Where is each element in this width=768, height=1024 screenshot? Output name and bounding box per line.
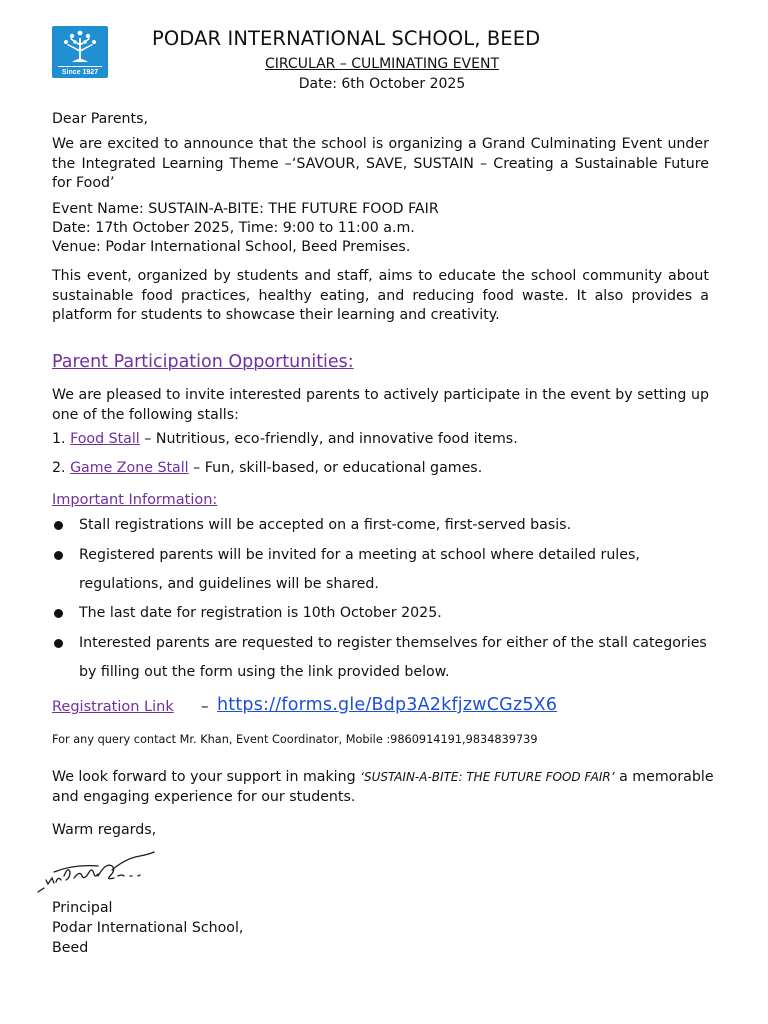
warm-regards: Warm regards, — [52, 822, 157, 838]
stall-desc: – Nutritious, eco-friendly, and innovative food items. — [139, 431, 518, 447]
principal-signature — [34, 850, 164, 900]
registration-dash: – — [201, 697, 209, 715]
registration-link[interactable]: https://forms.gle/Bdp3A2kfjzwCGz5X6 — [217, 695, 558, 715]
important-item: Interested parents are requested to register themselves for either of the stall categories by filling out the form using the link provided below. — [79, 635, 707, 680]
stall-item-food — [52, 430, 709, 450]
important-item: The last date for registration is 10th October 2025. — [79, 605, 442, 621]
signatory-school: Podar International School, — [52, 920, 244, 936]
signatory-title: Principal — [52, 900, 113, 916]
tree-people-icon — [52, 26, 108, 68]
stall-desc: – Fun, skill-based, or educational games. — [188, 460, 483, 476]
important-item: Registered parents will be invited for a meeting at school where detailed rules, regulations, and guidelines will be shared. — [79, 547, 640, 592]
important-heading: Important Information: — [52, 492, 218, 508]
closing-paragraph — [52, 767, 722, 807]
school-name: PODAR INTERNATIONAL SCHOOL, BEED — [152, 27, 541, 50]
school-logo — [52, 26, 108, 78]
closing-before: We look forward to your support in making — [52, 769, 361, 785]
logo-since-text: Since 1927 — [61, 69, 99, 76]
bullet-icon — [54, 639, 63, 648]
event-venue: Venue: Podar International School, Beed Premises. — [52, 239, 411, 255]
event-name: Event Name: SUSTAIN-A-BITE: THE FUTURE FOOD FAIR — [52, 201, 439, 217]
event-date-time: Date: 17th October 2025, Time: 9:00 to 11:00 a.m. — [52, 220, 415, 236]
stall-name-food[interactable]: Food Stall — [70, 431, 140, 447]
salutation: Dear Parents, — [52, 111, 149, 127]
signatory-city: Beed — [52, 940, 89, 956]
closing-after: a memorable and engaging experience for our students. — [52, 769, 714, 805]
bullet-icon — [54, 609, 63, 618]
stall-name-game-zone[interactable]: Game Zone Stall — [70, 460, 189, 476]
participation-invite: We are pleased to invite interested parents to actively participate in the event by setting up one of the following stalls: — [52, 387, 709, 423]
circular-date: Date: 6th October 2025 — [298, 76, 466, 92]
participation-heading: Parent Participation Opportunities: — [52, 352, 354, 372]
closing-event-name: ‘SUSTAIN-A-BITE: THE FUTURE FOOD FAIR’ — [360, 770, 615, 784]
bullet-icon — [54, 521, 63, 530]
intro-paragraph: We are excited to announce that the school is organizing a Grand Culminating Event under the Integrated Learning Theme –‘SAVOUR, SAVE, SUSTAIN – Creating a Sustainable Future for Food’ — [52, 136, 709, 191]
contact-info: For any query contact Mr. Khan, Event Coordinator, Mobile :9860914191,9834839739 — [52, 733, 538, 746]
stall-number: 1. — [52, 431, 66, 447]
event-description: This event, organized by students and staff, aims to educate the school community about sustainable food practices, healthy eating, and reducing food waste. It also provides a platform for students to showcase their learning and creativity. — [52, 268, 709, 323]
important-item: Stall registrations will be accepted on a first-come, first-served basis. — [79, 517, 572, 533]
stall-item-game-zone — [52, 459, 709, 479]
stall-number: 2. — [52, 460, 66, 476]
bullet-icon — [54, 551, 63, 560]
circular-title: CIRCULAR – CULMINATING EVENT — [264, 56, 500, 72]
signature-block — [52, 898, 243, 958]
registration-label: Registration Link — [52, 699, 174, 715]
